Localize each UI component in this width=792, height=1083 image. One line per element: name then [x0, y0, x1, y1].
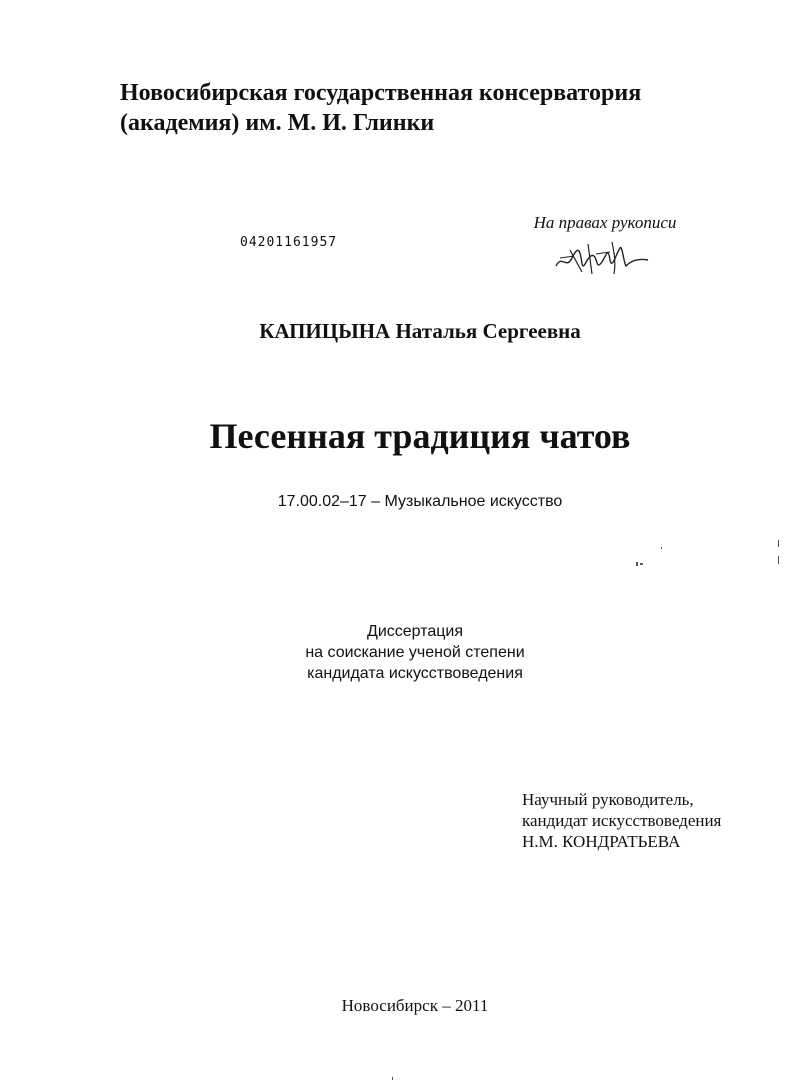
dissertation-title: Песенная традиция чатов	[209, 416, 631, 456]
document-number: 04201161957	[240, 235, 338, 250]
scan-speck	[392, 1077, 393, 1080]
specialty-code: 17.00.02–17 – Музыкальное искусство	[277, 493, 563, 510]
degree-line-3: кандидата искусствоведения	[307, 665, 523, 682]
degree-statement	[200, 621, 630, 684]
scan-speck	[778, 556, 779, 564]
city-year: Новосибирск – 2011	[341, 996, 489, 1015]
supervisor-block	[522, 789, 782, 852]
manuscript-note: На правах рукописи	[533, 213, 677, 232]
supervisor-line-3: Н.М. КОНДРАТЬЕВА	[522, 832, 681, 851]
author-name: КАПИЦЫНА Наталья Сергеевна	[259, 319, 581, 343]
handwritten-signature	[552, 236, 652, 278]
institution-heading	[120, 78, 720, 138]
scan-speck	[640, 563, 643, 565]
institution-line-1: Новосибирская государственная консерватория	[120, 80, 642, 106]
scan-speck	[661, 547, 662, 549]
supervisor-line-2: кандидат искусствоведения	[522, 811, 722, 830]
institution-line-2: (академия) им. М. И. Глинки	[120, 110, 435, 136]
scan-speck	[636, 562, 638, 566]
scan-speck	[778, 540, 779, 547]
degree-line-2: на соискание ученой степени	[305, 644, 525, 661]
supervisor-line-1: Научный руководитель,	[522, 790, 694, 809]
degree-line-1: Диссертация	[366, 623, 464, 640]
